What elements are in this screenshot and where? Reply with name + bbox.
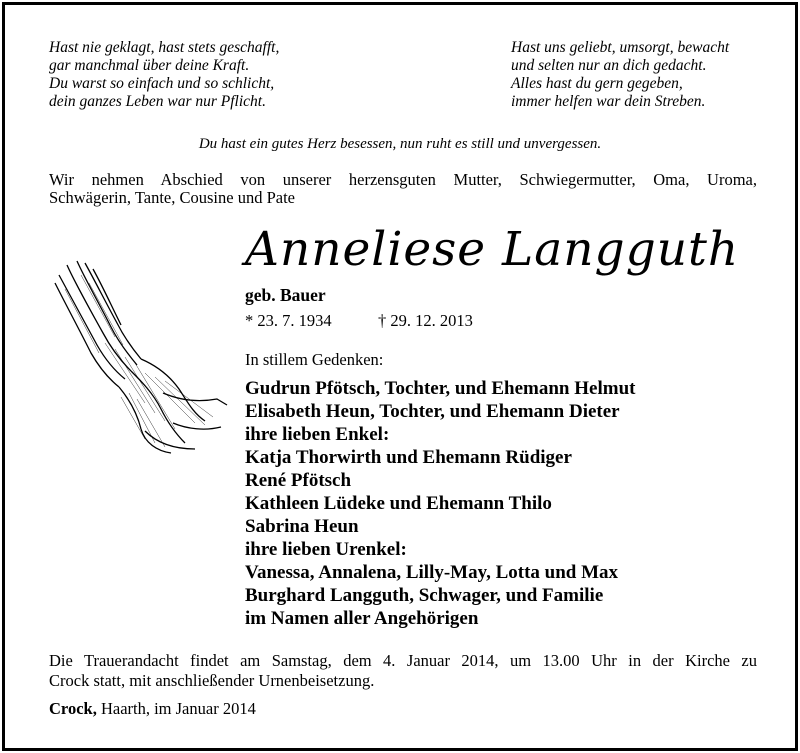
place-date: Haarth, im Januar 2014 <box>96 699 256 718</box>
poem-line: Hast uns geliebt, umsorgt, bewacht <box>511 39 730 56</box>
service-line: Die Trauerandacht findet am Samstag, dem 4. Januar 2014, um 13.00 Uhr in der Kirche zu <box>49 651 757 670</box>
list-item: Katja Thorwirth und Ehemann Rüdiger <box>245 447 572 468</box>
list-item: ihre lieben Urenkel: <box>245 539 407 560</box>
list-item: Gudrun Pfötsch, Tochter, und Ehemann Helmut <box>245 378 636 399</box>
birth-name: geb. Bauer <box>245 285 326 305</box>
list-item: Elisabeth Heun, Tochter, und Ehemann Dieter <box>245 401 620 422</box>
life-dates <box>245 311 473 331</box>
poem-left <box>49 39 279 111</box>
obituary-notice <box>2 2 798 751</box>
list-item: im Namen aller Angehörigen <box>245 608 479 629</box>
poem-line: Du warst so einfach und so schlicht, <box>49 75 275 92</box>
place-name: Crock, <box>49 699 97 718</box>
motto: Du hast ein gutes Herz besessen, nun ruht es still und unvergessen. <box>198 136 602 152</box>
list-item: ihre lieben Enkel: <box>245 424 390 445</box>
list-item: René Pfötsch <box>245 470 352 491</box>
poem-line: und selten nur an dich gedacht. <box>511 57 707 74</box>
praying-hands-icon <box>45 253 235 463</box>
list-item: Burghard Langguth, Schwager, und Familie <box>245 585 604 606</box>
intro-line: Schwägerin, Tante, Cousine und Pate <box>49 188 295 207</box>
mourners-list <box>245 377 635 630</box>
poem-right <box>511 39 729 111</box>
place-and-date <box>49 699 256 719</box>
list-item: Sabrina Heun <box>245 516 359 537</box>
poem-line: gar manchmal über deine Kraft. <box>49 57 250 74</box>
intro-text <box>49 171 757 207</box>
birth-date: * 23. 7. 1934 <box>245 311 332 330</box>
poem-line: immer helfen war dein Streben. <box>511 93 706 110</box>
gedenken-label: In stillem Gedenken: <box>245 350 384 369</box>
death-date: † 29. 12. 2013 <box>378 311 473 330</box>
poem-line: Alles hast du gern gegeben, <box>511 75 683 92</box>
poem-line: Hast nie geklagt, hast stets geschafft, <box>49 39 280 56</box>
service-info <box>49 651 757 691</box>
intro-line: Wir nehmen Abschied von unserer herzensguten Mutter, Schwiegermutter, Oma, Uroma, <box>49 170 757 189</box>
list-item: Kathleen Lüdeke und Ehemann Thilo <box>245 493 552 514</box>
deceased-name: Anneliese Langguth <box>245 222 740 277</box>
service-line: Crock statt, mit anschließender Urnenbeisetzung. <box>49 671 375 690</box>
list-item: Vanessa, Annalena, Lilly-May, Lotta und Max <box>245 562 619 583</box>
poem-line: dein ganzes Leben war nur Pflicht. <box>49 93 266 110</box>
